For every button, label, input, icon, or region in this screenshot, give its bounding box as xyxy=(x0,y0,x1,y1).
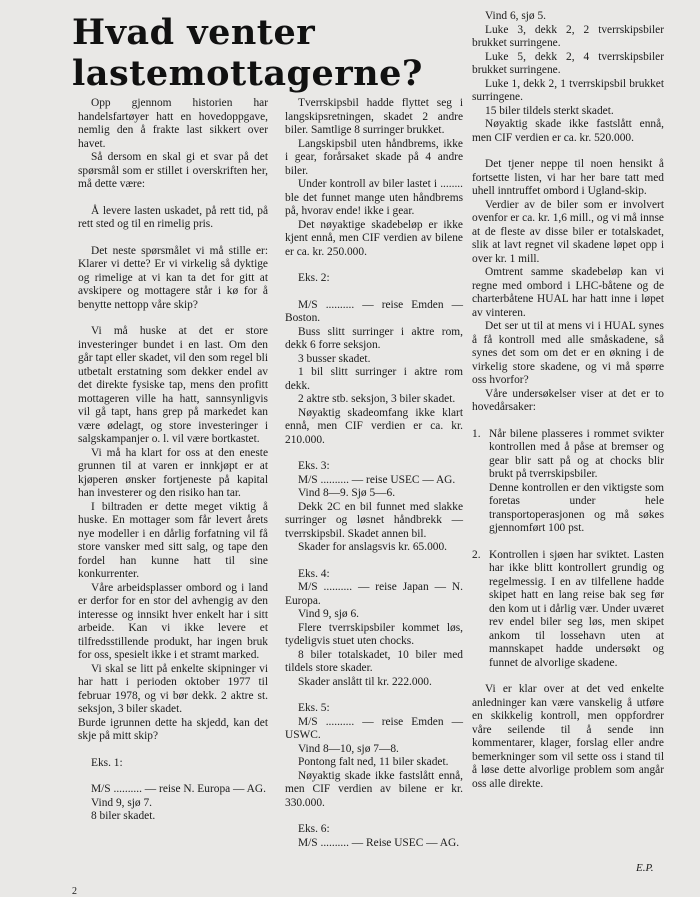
col2-paragraph: Dekk 2C en bil funnet med slakke surringer og løsnet håndbrekk — tverrskipsbil. Skadet annen bil. xyxy=(285,500,463,540)
col1-paragraph: Våre arbeidsplasser ombord og i land er derfor for en stor del avhengig av den interesse og innsikt hver enkelt har i sitt arbeide. Kan vi ikke levere et tilfredsstillende produkt, har ingen bruk for oss, spesielt ikke i et stramt marked. xyxy=(78,581,268,661)
cause-text: Kontrollen i sjøen har sviktet. Lasten har ikke blitt kontrollert grundig og regelmessig. I en av tilfellene hadde skipet hatt en lang reise bak seg før den kom ut i dårlig vær. Under uværet rev endel biler seg løs, men skipet ankom til lossehavn uten at mannskapet hadde undersøkt og funnet de alvorlige skadene. xyxy=(489,548,664,669)
col2-paragraph: M/S .......... — reise Emden — Boston. xyxy=(285,298,463,324)
col2-paragraph: Langskipsbil uten håndbrems, ikke i gear, forårsaket skade på 4 andre biler. xyxy=(285,137,463,177)
col3-paragraph: Omtrent samme skadebeløp kan vi regne med ombord i LHC-båtene og de charterbåtene HUAL har hatt inne i løpet av vinteren. xyxy=(472,266,664,319)
col1-paragraph: Eks. 1: xyxy=(91,756,123,769)
col3-paragraph: Vind 6, sjø 5. xyxy=(485,10,547,22)
col2-paragraph: 2 aktre stb. seksjon, 3 biler skadet. xyxy=(298,393,456,405)
col3-paragraph: Verdier av de biler som er involvert ovenfor er ca. kr. 1,6 mill., og vi må innse at de fleste av disse biler er totalskadet, slik at lavt regnet vil skadene løpet opp i over kr. 1 mill. xyxy=(472,198,664,265)
col2-paragraph: Buss slitt surringer i aktre rom, dekk 6 forre seksjon. xyxy=(285,325,463,351)
col3-paragraph: Luke 3, dekk 2, 2 tverrskipsbiler brukket surringene. xyxy=(472,23,664,49)
col2-paragraph: Pontong falt ned, 11 biler skadet. xyxy=(298,756,449,768)
col1-paragraph: 8 biler skadet. xyxy=(91,810,156,822)
col2-paragraph: Tverrskipsbil hadde flyttet seg i langskipsretningen, skadet 2 andre biler. Samtlige 8 surringer brukket. xyxy=(285,97,463,136)
col1-paragraph: Opp gjennom historien har handelsfartøyer hatt en hovedoppgave, nemlig den å frakte last sikkert over havet. xyxy=(78,97,268,150)
col2-paragraph: Nøyaktig skadeomfang ikke klart ennå, men CIF verdien er ca. kr. 210.000. xyxy=(285,406,463,446)
col1-paragraph: Å levere lasten uskadet, på rett tid, på rett sted og til en rimelig pris. xyxy=(78,204,268,230)
col3-paragraph: Luke 1, dekk 2, 1 tverrskipsbil brukket surringene. xyxy=(472,77,664,103)
title-line-1: Hvad venter xyxy=(72,12,316,53)
col2-paragraph: Eks. 3: xyxy=(298,460,330,472)
col2-paragraph: Eks. 6: xyxy=(298,823,330,835)
col2-paragraph: M/S .......... — reise USEC — AG. xyxy=(298,473,456,486)
page-number: 2 xyxy=(72,886,77,897)
col2-paragraph: Nøyaktig skade ikke fastslått ennå, men CIF verdien av bilene er kr. 330.000. xyxy=(285,769,463,809)
col3-paragraph: Vi er klar over at det ved enkelte anledninger kan være vanskelig å utføre en skikkelig kontroll, men oppfordrer våre seilende til å sende inn kommentarer, klager, forslag eller andre bemerkninger som vil sette oss i stand til å løse dette alvorlige problem som angår oss alle direkte. xyxy=(472,683,664,790)
cause-item xyxy=(472,549,664,671)
cause-list xyxy=(472,428,664,671)
column-1 xyxy=(78,97,268,824)
col2-paragraph: Under kontroll av biler lastet i ........ ble det funnet mange uten håndbrems på, hvorav ende! ikke i gear. xyxy=(285,178,463,217)
column-3 xyxy=(472,10,664,791)
col2-paragraph: M/S .......... — reise Emden — USWC. xyxy=(285,715,463,741)
col2-paragraph: M/S .......... — Reise USEC — AG. xyxy=(298,836,460,849)
article-title xyxy=(72,12,432,94)
col2-paragraph: M/S .......... — reise Japan — N. Europa. xyxy=(285,581,463,607)
col3-paragraph: 15 biler tildels sterkt skadet. xyxy=(485,104,614,117)
cause-number: 2. xyxy=(472,548,481,561)
author-signature: E.P. xyxy=(636,862,654,874)
col2-paragraph: Eks. 2: xyxy=(298,272,330,284)
col3-paragraph: Det tjener neppe til noen hensikt å fortsette listen, vi har her bare tatt med uhell inntruffet ombord i Ugland-skip. xyxy=(472,158,664,197)
col1-paragraph: I biltraden er dette meget viktig å huske. En mottager som får levert årets nye modeller i en dårlig forfatning vil få store vansker med sitt salg, og tape den fordel han kunne hatt til sine konkurrenter. xyxy=(78,500,268,580)
cause-text: Når bilene plasseres i rommet svikter kontrollen med å påse at bremser og gear blir satt på og at chocks blir brukt på tverrskipsbiler. xyxy=(489,427,664,480)
col2-paragraph: 8 biler totalskadet, 10 biler med tildels store skader. xyxy=(285,648,463,674)
col1-paragraph: Vi må huske at det er store investeringer bundet i en last. Om den går tapt eller skadet, vil den som regel bli utbetalt erstatning som dekker endel av det direkte fysiske tap, mens den profitt mottageren ville ha hatt, sannsynligvis vil gå tapt, hans grep på markedet kan være ødelagt, og store investeringer i salgskampanjer o. l. vil være bortkastet. xyxy=(78,325,268,445)
title-line-2: lastemottagerne? xyxy=(72,53,423,94)
col3-paragraph: Nøyaktig skade ikke fastslått ennå, men CIF verdien er ca. kr. 520.000. xyxy=(472,118,664,144)
col3-paragraph: Luke 5, dekk 2, 4 tverrskipsbiler brukket surringene. xyxy=(472,50,664,76)
column-3-bottom xyxy=(472,683,664,791)
col2-paragraph: 3 busser skadet. xyxy=(298,352,371,365)
col2-paragraph: Eks. 5: xyxy=(298,702,330,714)
col1-paragraph: Burde igrunnen dette ha skjedd, kan det skje på mitt skip? xyxy=(78,716,268,742)
col3-paragraph: Det ser ut til at mens vi i HUAL synes å få kontroll med alle småskadene, så synes det som om det er en økning i de virkelig store skadene, og vi må spørre oss hvorfor? xyxy=(472,320,664,386)
col3-paragraph: Våre undersøkelser viser at det er to hovedårsaker: xyxy=(472,387,664,413)
col2-paragraph: Skader for anslagsvis kr. 65.000. xyxy=(298,541,448,553)
col1-paragraph: M/S .......... — reise N. Europa — AG. xyxy=(91,783,266,795)
column-2 xyxy=(285,97,463,850)
col1-paragraph: Det neste spørsmålet vi må stille er: Klarer vi dette? Er vi virkelig så dyktige og rimelige at vi kan ta det for gitt at avskipere og mottagere står i kø for å benytte nettopp våre skip? xyxy=(78,244,268,311)
col1-paragraph: Vi skal se litt på enkelte skipninger vi har hatt i perioden oktober 1977 til februar 1978, og vi bør dekk. 2 aktre st. seksjon, 3 biler skadet. xyxy=(78,662,268,715)
cause-number: 1. xyxy=(472,427,481,440)
col2-paragraph: Vind 9, sjø 6. xyxy=(298,608,360,620)
col2-paragraph: Eks. 4: xyxy=(298,567,330,580)
col1-paragraph: Vi må ha klart for oss at den eneste grunnen til at varen er innkjøpt er at kjøperen ønsker fortjeneste på kapital han investerer og den risiko han tar. xyxy=(78,446,268,499)
col1-paragraph: Så dersom en skal gi et svar på det spørsmål som er stillet i overskriften her, må dette være: xyxy=(78,151,268,190)
col2-paragraph: Vind 8—10, sjø 7—8. xyxy=(298,742,399,755)
cause-item xyxy=(472,428,664,536)
col2-paragraph: Flere tverrskipsbiler kommet løs, tydeligvis stuet uten chocks. xyxy=(285,621,463,647)
cause-text-extra: Denne kontrollen er den viktigste som foretas under hele transportoperasjonen og må søkes gjennomført 100 pst. xyxy=(489,481,664,534)
column-3-top xyxy=(472,10,664,415)
col2-paragraph: 1 bil slitt surringer i aktre rom dekk. xyxy=(285,366,463,392)
col2-paragraph: Skader anslått til kr. 222.000. xyxy=(298,675,432,688)
col2-paragraph: Det nøyaktige skadebeløp er ikke kjent ennå, men CIF verdien av bilene er ca. kr. 250.000. xyxy=(285,218,463,258)
col1-paragraph: Vind 9, sjø 7. xyxy=(91,796,153,809)
col2-paragraph: Vind 8—9. Sjø 5—6. xyxy=(298,487,396,499)
